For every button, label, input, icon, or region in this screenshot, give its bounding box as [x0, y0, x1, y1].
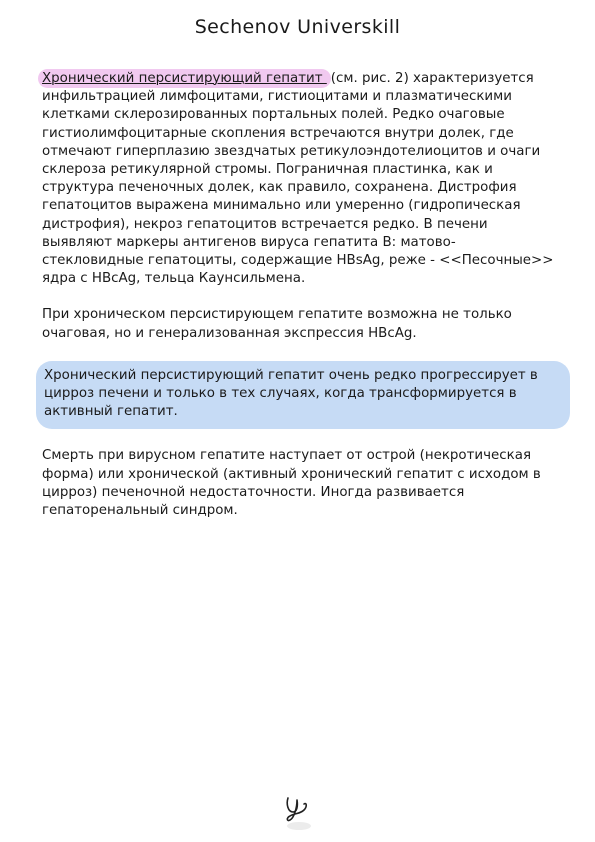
- highlighted-term: Хронический персистирующий гепатит: [38, 69, 331, 88]
- paragraph-1: [42, 70, 554, 288]
- document-body: [42, 70, 554, 538]
- paragraph-1-text: (см. рис. 2) характеризуется инфильтрацией лимфоцитами, гистиоцитами и плазматическими клетками склерозированных портальных полей. Редко очаговые гистиолимфоцитарные скопления встречаются внутри долек, где отмечают гиперплазию звездчатых ретикулоэндотелиоцитов и очаги склероза ретикулярной стромы. Пограничная пластинка, как и структура печеночных долек, как правило, сохранена. Дистрофия гепатоцитов выражена минимально или умеренно (гидропическая дистрофия), некроз гепатоцитов встречается редко. В печени выявляют маркеры антигенов вируса гепатита В: матово-стекловидные гепатоциты, содержащие HBsAg, реже - <<Песочные>> ядра с HBcAg, тельца Каунсильмена.: [42, 71, 554, 287]
- highlighted-paragraph: [36, 361, 570, 430]
- page-title: Sechenov Universkill: [194, 16, 401, 38]
- sechenov-logo-icon: [280, 792, 314, 832]
- paragraph-4: Смерть при вирусном гепатите наступает от острой (некротическая форма) или хронической (активный хронический гепатит с исходом в цирроз) печеночной недостаточности. Иногда развивается гепаторенальный синдром.: [42, 448, 541, 519]
- paragraph-3-text: Хронический персистирующий гепатит очень редко прогрессирует в цирроз печени и только в тех случаях, когда трансформируется в активный гепатит.: [44, 367, 538, 420]
- paragraph-2: При хроническом персистирующем гепатите возможна не только очаговая, но и генерализованная экспрессия HBcAg.: [42, 307, 512, 341]
